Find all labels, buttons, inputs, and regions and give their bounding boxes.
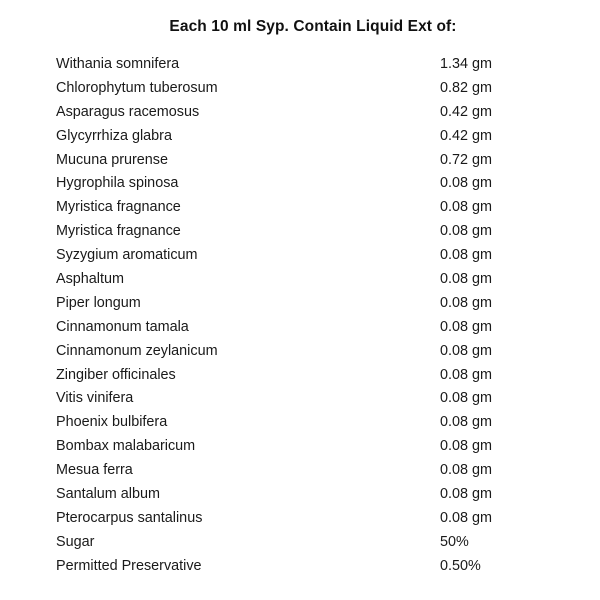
ingredient-row	[56, 101, 556, 125]
ingredient-quantity: 0.08 gm	[440, 294, 492, 311]
ingredient-quantity: 0.08 gm	[440, 342, 492, 359]
ingredient-row	[56, 411, 556, 435]
ingredient-quantity: 0.08 gm	[440, 486, 492, 503]
ingredient-quantity: 0.08 gm	[440, 175, 492, 192]
ingredient-name: Permitted Preservative	[56, 557, 202, 574]
ingredient-quantity: 0.08 gm	[440, 462, 492, 479]
ingredient-quantity: 0.08 gm	[440, 271, 492, 288]
ingredient-name: Pterocarpus santalinus	[56, 509, 203, 526]
ingredient-name: Asphaltum	[56, 271, 124, 288]
ingredient-quantity: 0.08 gm	[440, 247, 492, 264]
ingredient-row	[56, 483, 556, 507]
ingredient-quantity: 0.82 gm	[440, 79, 492, 96]
ingredient-name: Zingiber officinales	[56, 366, 176, 383]
ingredient-name: Sugar	[56, 533, 95, 550]
ingredient-name: Vitis vinifera	[56, 390, 134, 407]
composition-heading: Each 10 ml Syp. Contain Liquid Ext of:	[169, 18, 457, 35]
ingredient-row	[56, 531, 556, 555]
ingredient-name: Phoenix bulbifera	[56, 414, 168, 431]
ingredient-name: Hygrophila spinosa	[56, 175, 179, 192]
ingredient-name: Piper longum	[56, 294, 141, 311]
ingredient-name: Cinnamonum tamala	[56, 318, 189, 335]
ingredient-quantity: 0.08 gm	[440, 318, 492, 335]
ingredient-quantity: 0.08 gm	[440, 509, 492, 526]
ingredient-name: Glycyrrhiza glabra	[56, 127, 172, 144]
ingredient-quantity: 0.08 gm	[440, 199, 492, 216]
ingredient-quantity: 0.42 gm	[440, 127, 492, 144]
ingredient-row	[56, 172, 556, 196]
ingredient-row	[56, 149, 556, 173]
ingredient-quantity: 0.08 gm	[440, 223, 492, 240]
ingredient-row	[56, 387, 556, 411]
ingredient-name: Mucuna prurense	[56, 151, 168, 168]
ingredient-name: Withania somnifera	[56, 56, 180, 72]
ingredient-quantity: 0.50%	[440, 557, 481, 574]
ingredient-quantity: 1.34 gm	[440, 56, 492, 72]
ingredient-name: Syzygium aromaticum	[56, 247, 198, 264]
ingredient-row	[56, 340, 556, 364]
ingredient-quantity: 50%	[440, 533, 469, 550]
ingredient-row	[56, 316, 556, 340]
ingredient-row	[56, 220, 556, 244]
ingredient-row	[56, 125, 556, 149]
ingredient-row	[56, 244, 556, 268]
ingredient-row	[56, 53, 556, 77]
ingredient-list	[56, 53, 556, 579]
ingredient-name: Santalum album	[56, 486, 160, 503]
ingredient-quantity: 0.08 gm	[440, 366, 492, 383]
ingredient-name: Chlorophytum tuberosum	[56, 79, 218, 96]
ingredient-name: Cinnamonum zeylanicum	[56, 342, 218, 359]
ingredient-quantity: 0.42 gm	[440, 103, 492, 120]
ingredient-row	[56, 459, 556, 483]
ingredient-name: Asparagus racemosus	[56, 103, 200, 120]
ingredient-row	[56, 292, 556, 316]
ingredient-row	[56, 555, 556, 579]
ingredient-name: Myristica fragnance	[56, 223, 181, 240]
ingredient-quantity: 0.72 gm	[440, 151, 492, 168]
ingredient-row	[56, 507, 556, 531]
ingredient-quantity: 0.08 gm	[440, 390, 492, 407]
ingredient-name: Myristica fragnance	[56, 199, 181, 216]
ingredient-row	[56, 77, 556, 101]
ingredient-row	[56, 435, 556, 459]
ingredient-quantity: 0.08 gm	[440, 438, 492, 455]
ingredient-quantity: 0.08 gm	[440, 414, 492, 431]
ingredient-row	[56, 196, 556, 220]
ingredient-name: Bombax malabaricum	[56, 438, 196, 455]
ingredient-row	[56, 268, 556, 292]
ingredient-name: Mesua ferra	[56, 462, 133, 479]
ingredient-row	[56, 364, 556, 388]
